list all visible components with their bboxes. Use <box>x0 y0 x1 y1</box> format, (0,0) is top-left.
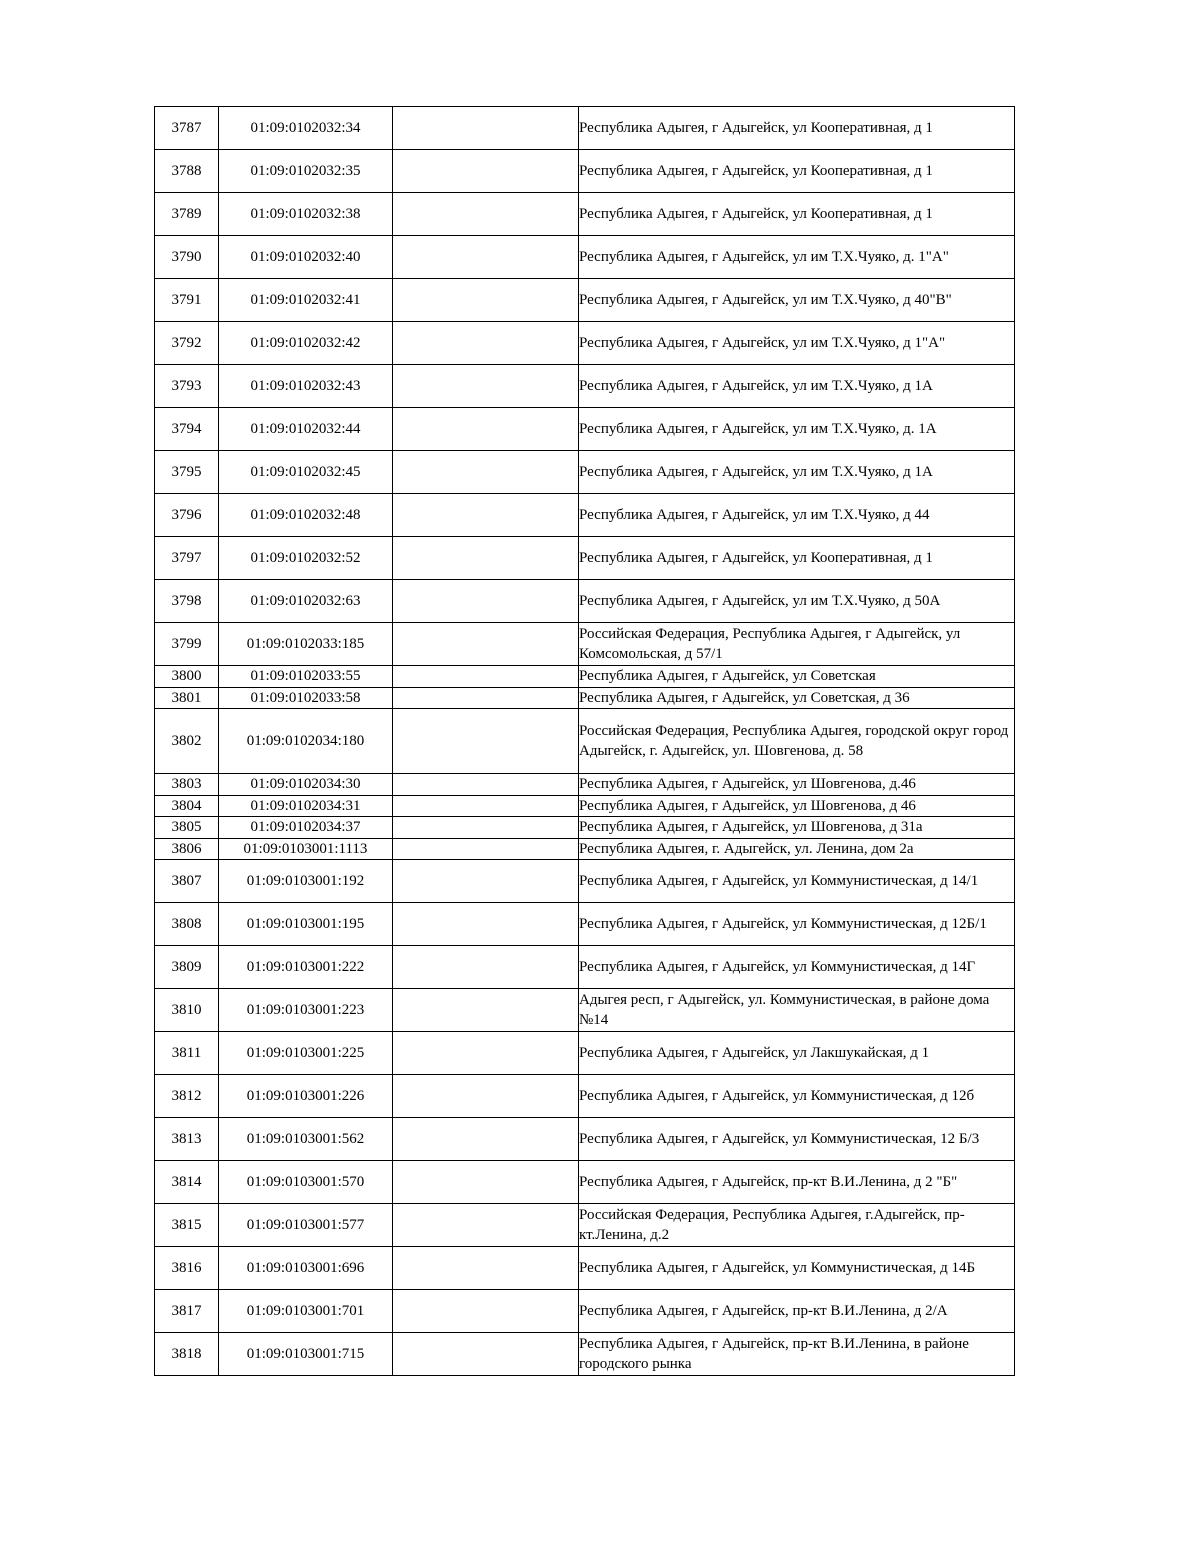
table-row <box>155 150 1015 193</box>
table-row <box>155 1075 1015 1118</box>
table-row <box>155 451 1015 494</box>
cadastral-number-cell: 01:09:0102032:42 <box>219 322 393 365</box>
address-cell: Республика Адыгея, г Адыгейск, ул Шовгенова, д 31а <box>579 817 1015 839</box>
empty-cell <box>393 236 579 279</box>
empty-cell <box>393 860 579 903</box>
address-cell: Республика Адыгея, г Адыгейск, ул Кооперативная, д 1 <box>579 537 1015 580</box>
empty-cell <box>393 709 579 774</box>
row-number-cell: 3787 <box>155 107 219 150</box>
cadastral-number-cell: 01:09:0102032:40 <box>219 236 393 279</box>
address-cell: Республика Адыгея, г Адыгейск, пр-кт В.И.Ленина, д 2 "Б" <box>579 1161 1015 1204</box>
address-cell: Республика Адыгея, г Адыгейск, ул Коммунистическая, д 12Б/1 <box>579 903 1015 946</box>
cadastral-number-cell: 01:09:0103001:701 <box>219 1290 393 1333</box>
empty-cell <box>393 838 579 860</box>
table-row <box>155 365 1015 408</box>
cadastral-number-cell: 01:09:0102033:185 <box>219 623 393 666</box>
row-number-cell: 3805 <box>155 817 219 839</box>
row-number-cell: 3812 <box>155 1075 219 1118</box>
address-cell: Республика Адыгея, г Адыгейск, ул Коммунистическая, д 14/1 <box>579 860 1015 903</box>
table-row <box>155 774 1015 796</box>
row-number-cell: 3807 <box>155 860 219 903</box>
address-cell: Республика Адыгея, г Адыгейск, ул Коммунистическая, 12 Б/3 <box>579 1118 1015 1161</box>
cadastral-number-cell: 01:09:0103001:223 <box>219 989 393 1032</box>
row-number-cell: 3789 <box>155 193 219 236</box>
address-cell: Республика Адыгея, г Адыгейск, ул Кооперативная, д 1 <box>579 193 1015 236</box>
empty-cell <box>393 322 579 365</box>
row-number-cell: 3801 <box>155 687 219 709</box>
table-row <box>155 795 1015 817</box>
table-row <box>155 1290 1015 1333</box>
empty-cell <box>393 580 579 623</box>
row-number-cell: 3814 <box>155 1161 219 1204</box>
table-row <box>155 1118 1015 1161</box>
cadastral-number-cell: 01:09:0102032:63 <box>219 580 393 623</box>
table-row <box>155 236 1015 279</box>
cadastral-number-cell: 01:09:0102032:48 <box>219 494 393 537</box>
table-row <box>155 838 1015 860</box>
row-number-cell: 3790 <box>155 236 219 279</box>
address-cell: Российская Федерация, Республика Адыгея, г Адыгейск, ул Комсомольская, д 57/1 <box>579 623 1015 666</box>
table-row <box>155 903 1015 946</box>
row-number-cell: 3794 <box>155 408 219 451</box>
table-row <box>155 666 1015 688</box>
row-number-cell: 3806 <box>155 838 219 860</box>
empty-cell <box>393 687 579 709</box>
row-number-cell: 3804 <box>155 795 219 817</box>
empty-cell <box>393 1290 579 1333</box>
empty-cell <box>393 817 579 839</box>
cadastral-number-cell: 01:09:0102033:58 <box>219 687 393 709</box>
table-row <box>155 279 1015 322</box>
empty-cell <box>393 1075 579 1118</box>
table-row <box>155 322 1015 365</box>
table-row <box>155 1333 1015 1376</box>
empty-cell <box>393 795 579 817</box>
cadastral-number-cell: 01:09:0103001:226 <box>219 1075 393 1118</box>
address-cell: Республика Адыгея, г Адыгейск, ул Советская, д 36 <box>579 687 1015 709</box>
address-cell: Республика Адыгея, г Адыгейск, ул Кооперативная, д 1 <box>579 150 1015 193</box>
table-row <box>155 1161 1015 1204</box>
row-number-cell: 3791 <box>155 279 219 322</box>
table-row <box>155 817 1015 839</box>
cadastral-number-cell: 01:09:0102032:43 <box>219 365 393 408</box>
address-cell: Республика Адыгея, г Адыгейск, ул Коммунистическая, д 14Г <box>579 946 1015 989</box>
row-number-cell: 3815 <box>155 1204 219 1247</box>
cadastral-number-cell: 01:09:0103001:562 <box>219 1118 393 1161</box>
table-row <box>155 709 1015 774</box>
row-number-cell: 3803 <box>155 774 219 796</box>
row-number-cell: 3808 <box>155 903 219 946</box>
empty-cell <box>393 408 579 451</box>
table-row <box>155 193 1015 236</box>
row-number-cell: 3793 <box>155 365 219 408</box>
row-number-cell: 3798 <box>155 580 219 623</box>
row-number-cell: 3817 <box>155 1290 219 1333</box>
address-cell: Республика Адыгея, г Адыгейск, ул Коммунистическая, д 14Б <box>579 1247 1015 1290</box>
table-row <box>155 860 1015 903</box>
empty-cell <box>393 279 579 322</box>
address-cell: Республика Адыгея, г Адыгейск, ул Шовгенова, д.46 <box>579 774 1015 796</box>
cadastral-number-cell: 01:09:0103001:222 <box>219 946 393 989</box>
address-cell: Республика Адыгея, г Адыгейск, ул Коммунистическая, д 12б <box>579 1075 1015 1118</box>
address-cell: Республика Адыгея, г Адыгейск, ул им Т.Х.Чуяко, д. 1А <box>579 408 1015 451</box>
cadastral-number-cell: 01:09:0103001:696 <box>219 1247 393 1290</box>
table-row <box>155 1032 1015 1075</box>
address-cell: Республика Адыгея, г Адыгейск, ул Шовгенова, д 46 <box>579 795 1015 817</box>
registry-table-body <box>155 107 1015 1376</box>
empty-cell <box>393 451 579 494</box>
empty-cell <box>393 623 579 666</box>
table-row <box>155 537 1015 580</box>
empty-cell <box>393 946 579 989</box>
row-number-cell: 3813 <box>155 1118 219 1161</box>
row-number-cell: 3802 <box>155 709 219 774</box>
address-cell: Республика Адыгея, г Адыгейск, ул Лакшукайская, д 1 <box>579 1032 1015 1075</box>
table-row <box>155 1204 1015 1247</box>
cadastral-number-cell: 01:09:0103001:225 <box>219 1032 393 1075</box>
cadastral-number-cell: 01:09:0102032:44 <box>219 408 393 451</box>
row-number-cell: 3800 <box>155 666 219 688</box>
table-row <box>155 494 1015 537</box>
address-cell: Республика Адыгея, г Адыгейск, ул Кооперативная, д 1 <box>579 107 1015 150</box>
empty-cell <box>393 774 579 796</box>
cadastral-number-cell: 01:09:0103001:577 <box>219 1204 393 1247</box>
cadastral-number-cell: 01:09:0102032:52 <box>219 537 393 580</box>
empty-cell <box>393 107 579 150</box>
cadastral-number-cell: 01:09:0102032:35 <box>219 150 393 193</box>
empty-cell <box>393 1247 579 1290</box>
row-number-cell: 3795 <box>155 451 219 494</box>
row-number-cell: 3811 <box>155 1032 219 1075</box>
cadastral-number-cell: 01:09:0102032:38 <box>219 193 393 236</box>
empty-cell <box>393 193 579 236</box>
address-cell: Республика Адыгея, г Адыгейск, пр-кт В.И.Ленина, в районе городского рынка <box>579 1333 1015 1376</box>
cadastral-number-cell: 01:09:0102034:180 <box>219 709 393 774</box>
cadastral-number-cell: 01:09:0103001:1113 <box>219 838 393 860</box>
empty-cell <box>393 989 579 1032</box>
cadastral-number-cell: 01:09:0102034:31 <box>219 795 393 817</box>
cadastral-number-cell: 01:09:0103001:570 <box>219 1161 393 1204</box>
empty-cell <box>393 1333 579 1376</box>
address-cell: Республика Адыгея, г Адыгейск, ул Советская <box>579 666 1015 688</box>
address-cell: Республика Адыгея, г Адыгейск, ул им Т.Х.Чуяко, д 50А <box>579 580 1015 623</box>
address-cell: Республика Адыгея, г Адыгейск, ул им Т.Х.Чуяко, д 1А <box>579 451 1015 494</box>
row-number-cell: 3788 <box>155 150 219 193</box>
empty-cell <box>393 903 579 946</box>
table-row <box>155 580 1015 623</box>
address-cell: Российская Федерация, Республика Адыгея, городской округ город Адыгейск, г. Адыгейск, ул. Шовгенова, д. 58 <box>579 709 1015 774</box>
cadastral-number-cell: 01:09:0102034:37 <box>219 817 393 839</box>
cadastral-number-cell: 01:09:0102032:34 <box>219 107 393 150</box>
row-number-cell: 3796 <box>155 494 219 537</box>
empty-cell <box>393 494 579 537</box>
cadastral-number-cell: 01:09:0102032:41 <box>219 279 393 322</box>
table-row <box>155 946 1015 989</box>
table-row <box>155 989 1015 1032</box>
row-number-cell: 3816 <box>155 1247 219 1290</box>
address-cell: Республика Адыгея, г Адыгейск, пр-кт В.И.Ленина, д 2/А <box>579 1290 1015 1333</box>
empty-cell <box>393 1118 579 1161</box>
table-row <box>155 107 1015 150</box>
cadastral-number-cell: 01:09:0103001:195 <box>219 903 393 946</box>
empty-cell <box>393 365 579 408</box>
address-cell: Адыгея респ, г Адыгейск, ул. Коммунистическая, в районе дома №14 <box>579 989 1015 1032</box>
cadastral-number-cell: 01:09:0103001:192 <box>219 860 393 903</box>
address-cell: Республика Адыгея, г Адыгейск, ул им Т.Х.Чуяко, д 40"В" <box>579 279 1015 322</box>
address-cell: Республика Адыгея, г Адыгейск, ул им Т.Х.Чуяко, д 44 <box>579 494 1015 537</box>
table-row <box>155 408 1015 451</box>
row-number-cell: 3799 <box>155 623 219 666</box>
empty-cell <box>393 1204 579 1247</box>
address-cell: Республика Адыгея, г Адыгейск, ул им Т.Х.Чуяко, д 1А <box>579 365 1015 408</box>
table-row <box>155 623 1015 666</box>
empty-cell <box>393 666 579 688</box>
empty-cell <box>393 537 579 580</box>
registry-table <box>154 106 1015 1376</box>
address-cell: Республика Адыгея, г. Адыгейск, ул. Ленина, дом 2а <box>579 838 1015 860</box>
row-number-cell: 3797 <box>155 537 219 580</box>
address-cell: Российская Федерация, Республика Адыгея, г.Адыгейск, пр-кт.Ленина, д.2 <box>579 1204 1015 1247</box>
address-cell: Республика Адыгея, г Адыгейск, ул им Т.Х.Чуяко, д. 1"А" <box>579 236 1015 279</box>
row-number-cell: 3818 <box>155 1333 219 1376</box>
empty-cell <box>393 1161 579 1204</box>
table-row <box>155 1247 1015 1290</box>
row-number-cell: 3792 <box>155 322 219 365</box>
table-row <box>155 687 1015 709</box>
cadastral-number-cell: 01:09:0102032:45 <box>219 451 393 494</box>
address-cell: Республика Адыгея, г Адыгейск, ул им Т.Х.Чуяко, д 1"А" <box>579 322 1015 365</box>
cadastral-number-cell: 01:09:0102033:55 <box>219 666 393 688</box>
cadastral-number-cell: 01:09:0103001:715 <box>219 1333 393 1376</box>
cadastral-number-cell: 01:09:0102034:30 <box>219 774 393 796</box>
row-number-cell: 3810 <box>155 989 219 1032</box>
empty-cell <box>393 1032 579 1075</box>
row-number-cell: 3809 <box>155 946 219 989</box>
empty-cell <box>393 150 579 193</box>
